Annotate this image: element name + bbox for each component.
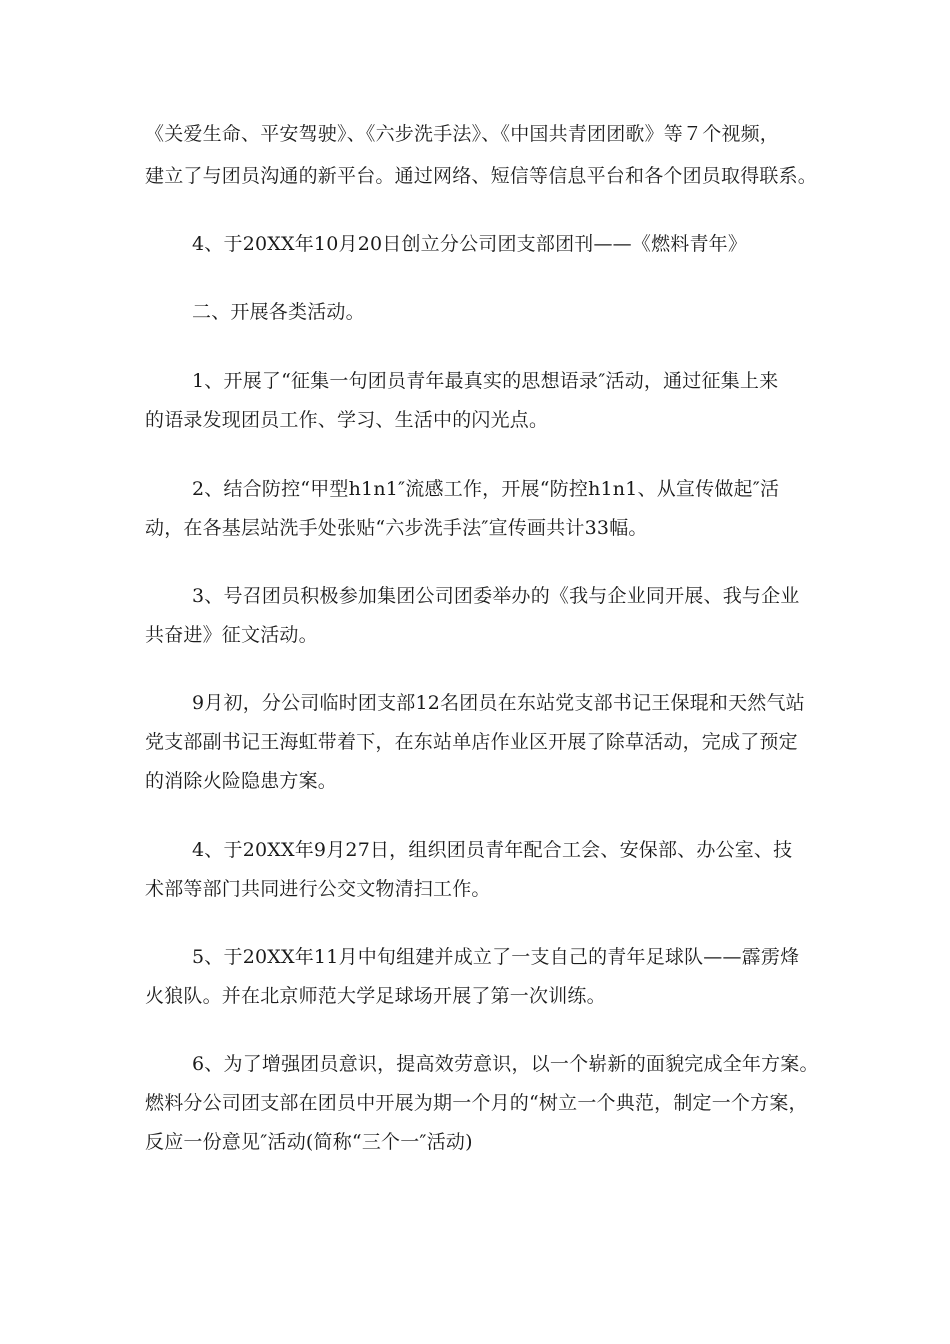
paragraph-7-line-3: 的消除火险隐患方案。	[145, 770, 338, 792]
paragraph-1-line-1: 《关爱生命、平安驾驶》、《六步洗手法》、《中国共青团团歌》等７个视频，	[145, 123, 780, 145]
paragraph-9-line-1: 5、于20XX年11月中旬组建并成立了一支自己的青年足球队——霹雳烽	[192, 946, 800, 968]
paragraph-10-line-1: 6、为了增强团员意识，提高效劳意识，以一个崭新的面貌完成全年方案。	[192, 1053, 819, 1075]
paragraph-5-line-2: 动，在各基层站洗手处张贴“六步洗手法″宣传画共计33幅。	[145, 517, 648, 539]
paragraph-4-line-1: 1、开展了“征集一句团员青年最真实的思想语录″活动，通过征集上来	[192, 370, 779, 392]
paragraph-10-line-2: 燃料分公司团支部在团员中开展为期一个月的“树立一个典范，制定一个方案，	[145, 1092, 808, 1114]
paragraph-5-line-1: 2、结合防控“甲型h1n1″流感工作，开展“防控h1n1、从宣传做起″活	[192, 478, 780, 500]
paragraph-8-line-2: 术部等部门共同进行公交文物清扫工作。	[145, 878, 491, 900]
paragraph-4-line-2: 的语录发现团员工作、学习、生活中的闪光点。	[145, 409, 549, 431]
paragraph-8-line-1: 4、于20XX年9月27日，组织团员青年配合工会、安保部、办公室、技	[192, 839, 793, 861]
paragraph-7-line-1: 9月初，分公司临时团支部12名团员在东站党支部书记王保琨和天然气站	[192, 692, 805, 714]
paragraph-6-line-2: 共奋进》征文活动。	[145, 624, 318, 646]
section-heading: 二、开展各类活动。	[192, 301, 365, 323]
paragraph-6-line-1: 3、号召团员积极参加集团公司团委举办的《我与企业同开展、我与企业	[192, 585, 800, 607]
paragraph-10-line-3: 反应一份意见″活动(简称“三个一″活动)	[145, 1131, 473, 1153]
paragraph-9-line-2: 火狼队。并在北京师范大学足球场开展了第一次训练。	[145, 985, 606, 1007]
paragraph-1-line-2: 建立了与团员沟通的新平台。通过网络、短信等信息平台和各个团员取得联系。	[145, 165, 818, 187]
paragraph-2-line-1: 4、于20XX年10月20日创立分公司团支部团刊——《燃料青年》	[192, 233, 748, 255]
paragraph-7-line-2: 党支部副书记王海虹带着下，在东站单店作业区开展了除草活动，完成了预定	[145, 731, 798, 753]
